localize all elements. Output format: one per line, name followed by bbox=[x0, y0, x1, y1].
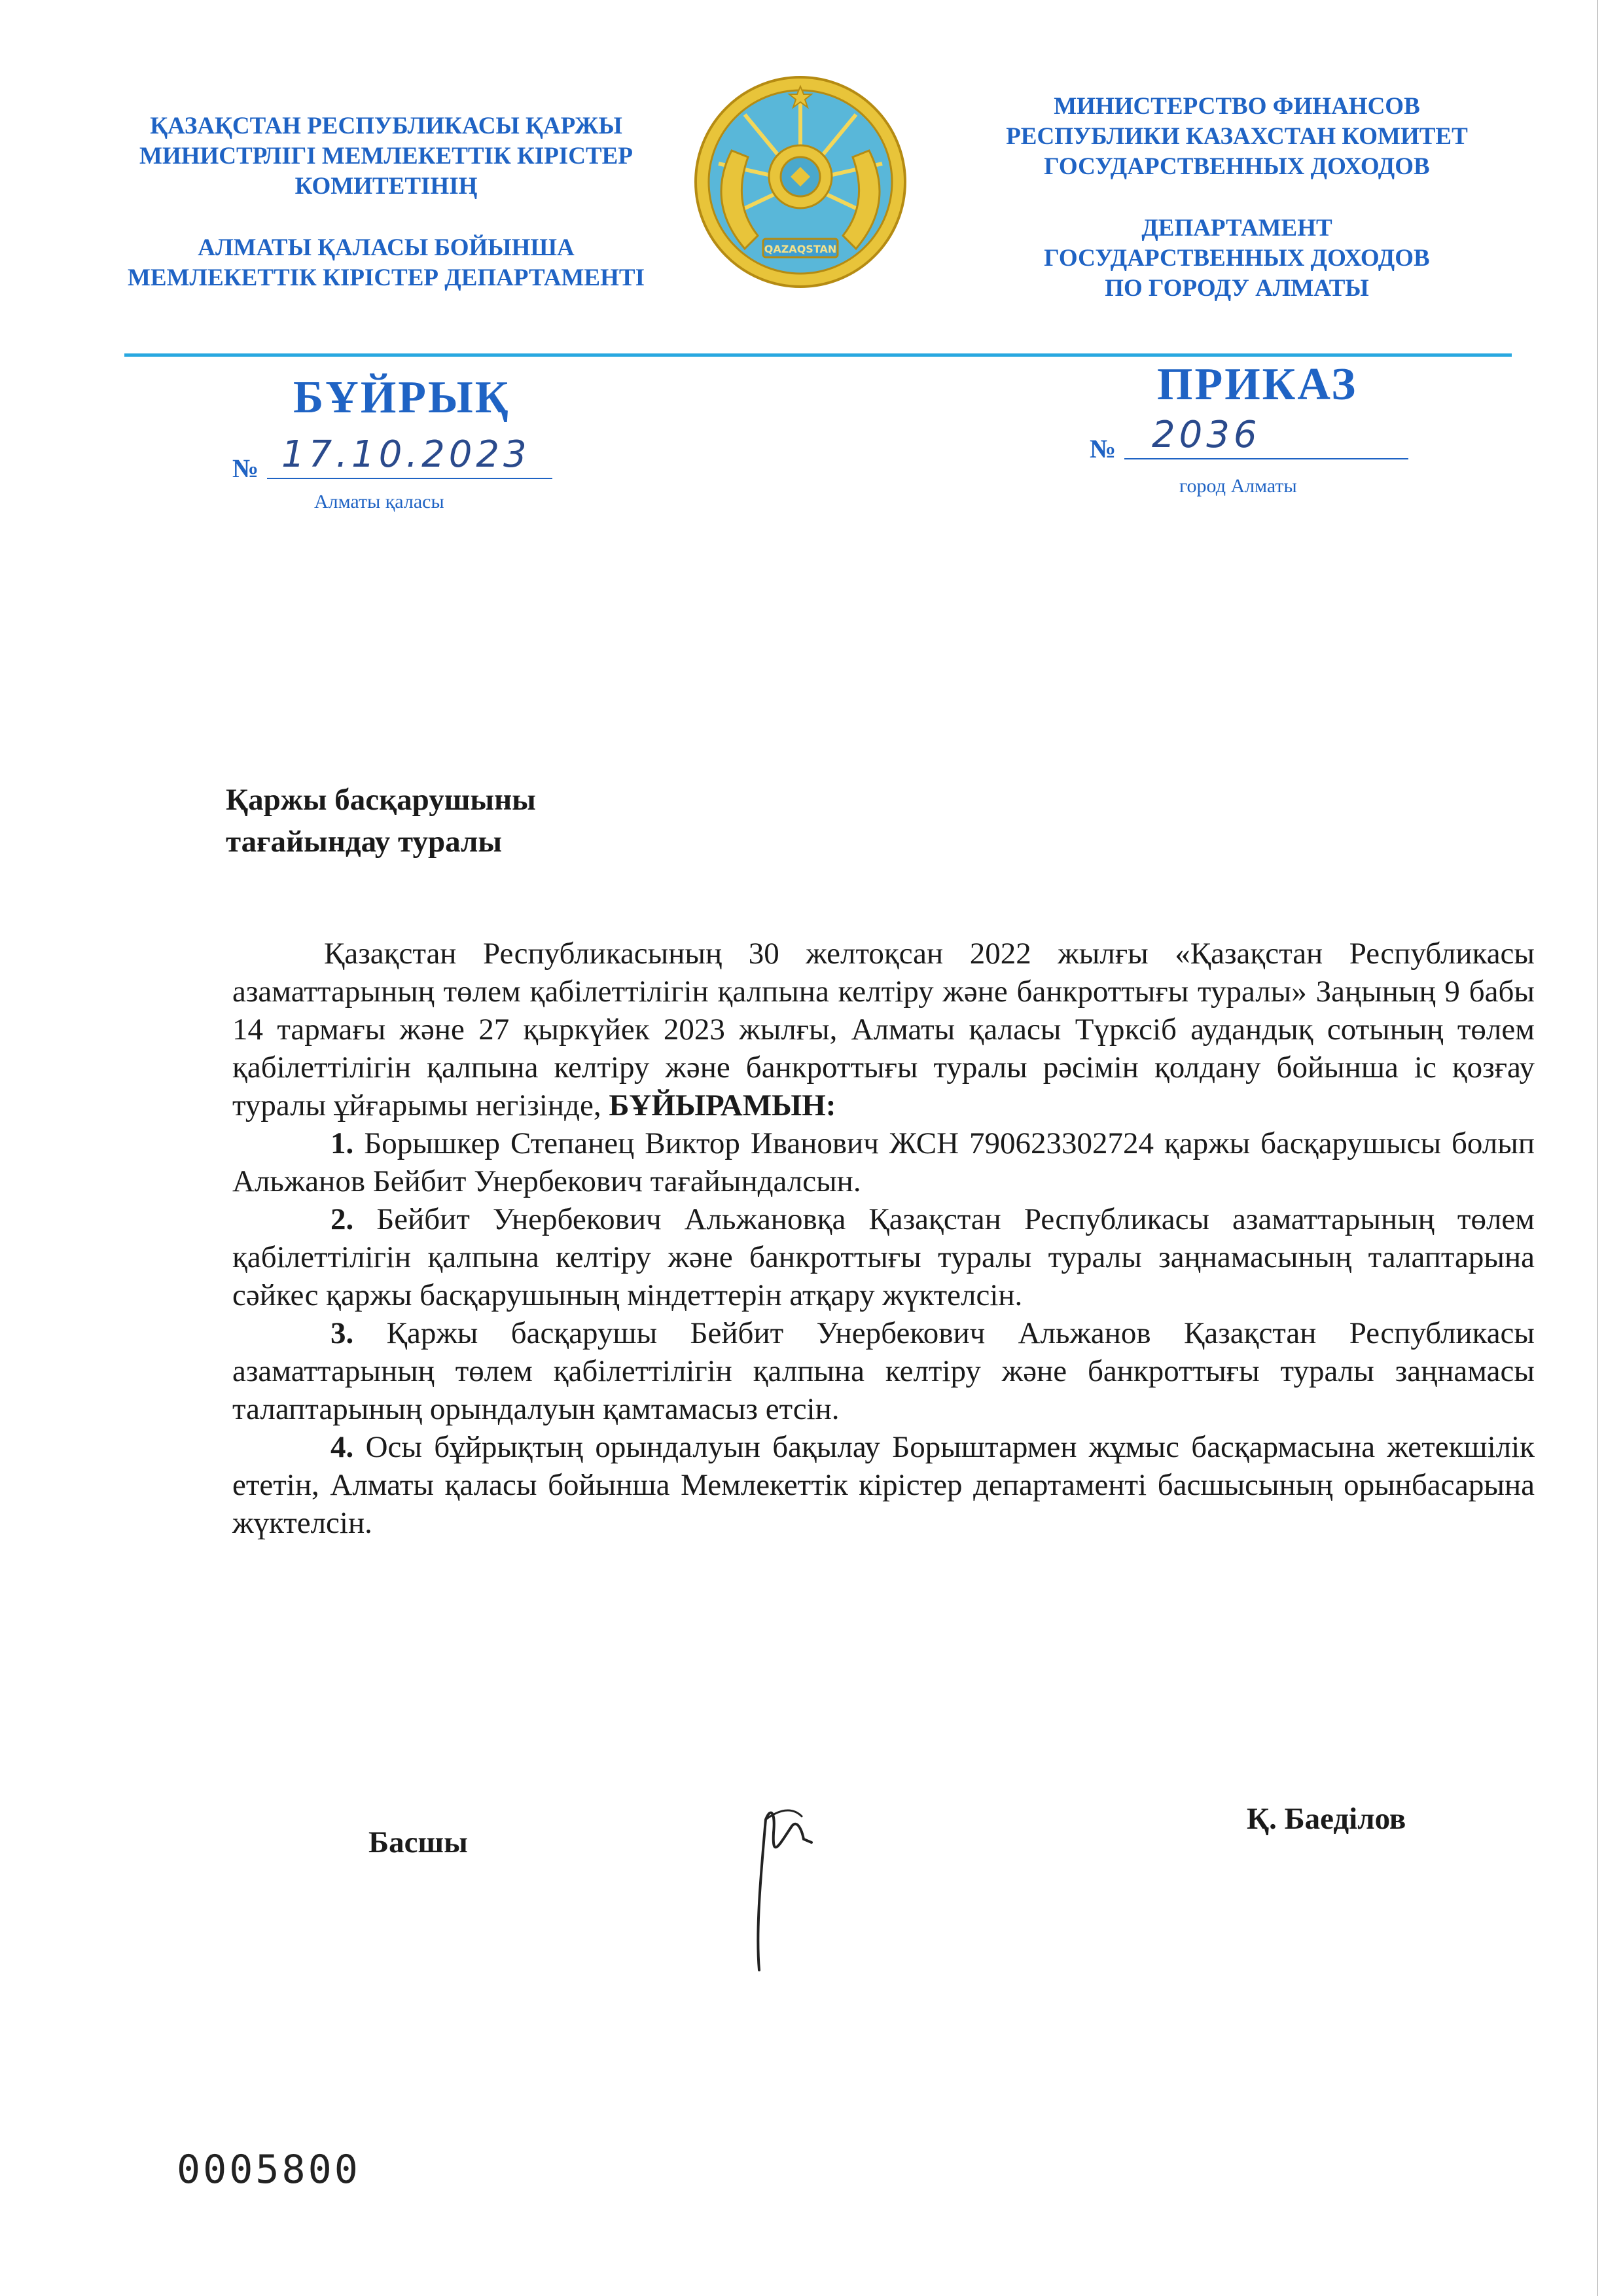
number-sign-kz: № bbox=[232, 454, 259, 483]
order-item bbox=[232, 1200, 1535, 1314]
header-left-line: МЕМЛЕКЕТТІК КІРІСТЕР ДЕПАРТАМЕНТІ bbox=[128, 264, 645, 291]
order-subject bbox=[226, 779, 536, 863]
header-right-line: ПО ГОРОДУ АЛМАТЫ bbox=[1105, 275, 1369, 302]
order-number-handwritten: 2036 bbox=[1152, 414, 1261, 456]
order-item bbox=[232, 1428, 1535, 1542]
header-right-ru bbox=[969, 92, 1505, 304]
order-item bbox=[232, 1314, 1535, 1428]
preamble-paragraph bbox=[232, 935, 1535, 1124]
item-number: 4. bbox=[330, 1430, 354, 1464]
header-divider bbox=[124, 353, 1512, 357]
header-left-line: КОМИТЕТІНІҢ bbox=[294, 173, 478, 200]
item-text: Қаржы басқарушы Бейбит Унербекович Альжанов Қазақстан Республикасы азаматтарының төлем қабілеттілігін қалпына келтіру және банкроттығы туралы заңнамасы талаптарының орындалуын қамтамасыз етсін. bbox=[232, 1316, 1535, 1426]
item-number: 2. bbox=[330, 1202, 354, 1236]
header-right-line: ГОСУДАРСТВЕННЫХ ДОХОДОВ bbox=[1044, 153, 1430, 180]
order-title-ru: ПРИКАЗ bbox=[1157, 359, 1358, 410]
number-sign-ru: № bbox=[1090, 434, 1116, 463]
signatory-name: Қ. Баеділов bbox=[1247, 1802, 1406, 1836]
number-line-kz bbox=[267, 478, 552, 479]
subject-line: Қаржы басқарушыны bbox=[226, 783, 536, 817]
item-number: 3. bbox=[330, 1316, 354, 1350]
order-item bbox=[232, 1124, 1535, 1200]
city-ru: город Алматы bbox=[1179, 475, 1297, 497]
header-left-line: АЛМАТЫ ҚАЛАСЫ БОЙЫНША bbox=[198, 234, 575, 261]
number-line-ru bbox=[1124, 458, 1408, 459]
order-body bbox=[232, 935, 1535, 1542]
header-right-line: РЕСПУБЛИКИ КАЗАХСТАН КОМИТЕТ bbox=[1006, 123, 1468, 150]
emblem-text: QAZAQSTAN bbox=[764, 243, 837, 255]
order-date-handwritten: 17.10.2023 bbox=[281, 433, 531, 476]
header-left-line: МИНИСТРЛІГІ МЕМЛЕКЕТТІК КІРІСТЕР bbox=[139, 143, 633, 170]
header-left-line: ҚАЗАҚСТАН РЕСПУБЛИКАСЫ ҚАРЖЫ bbox=[150, 113, 622, 139]
item-number: 1. bbox=[330, 1126, 354, 1160]
header-right-line: ДЕПАРТАМЕНТ bbox=[1141, 215, 1332, 242]
header-left-kz bbox=[105, 111, 668, 293]
registration-number: 0005800 bbox=[177, 2147, 361, 2193]
handwritten-signature bbox=[720, 1780, 851, 1977]
city-kz: Алматы қаласы bbox=[314, 491, 444, 512]
header-right-line: МИНИСТЕРСТВО ФИНАНСОВ bbox=[1054, 93, 1420, 120]
page-edge-line bbox=[1597, 0, 1598, 2296]
item-text: Бейбит Унербекович Альжановқа Қазақстан Республикасы азаматтарының төлем қабілеттілігін қалпына келтіру және банкроттығы туралы туралы заңнамасының талаптарына сәйкес қаржы басқарушының міндеттерін атқару жүктелсін. bbox=[232, 1202, 1535, 1312]
state-emblem-icon bbox=[692, 72, 908, 291]
item-text: Осы бұйрықтың орындалуын бақылау Борыштармен жұмыс басқармасына жетекшілік ететін, Алматы қаласы бойынша Мемлекеттік кірістер департаменті басшысының орынбасарына жүктелсін. bbox=[232, 1430, 1535, 1540]
header-right-line: ГОСУДАРСТВЕННЫХ ДОХОДОВ bbox=[1044, 245, 1430, 272]
signatory-title: Басшы bbox=[368, 1825, 468, 1859]
item-text: Борышкер Степанец Виктор Иванович ЖСН 790623302724 қаржы басқарушысы болып Альжанов Бейбит Унербекович тағайындалсын. bbox=[232, 1126, 1535, 1198]
order-title-kz: БҰЙРЫҚ bbox=[293, 372, 510, 423]
decree-word: БҰЙЫРАМЫН: bbox=[609, 1088, 836, 1122]
subject-line: тағайындау туралы bbox=[226, 825, 503, 859]
preamble-text: Қазақстан Республикасының 30 желтоқсан 2022 жылғы «Қазақстан Республикасы азаматтарының төлем қабілеттілігін қалпына келтіру және банкроттығы туралы» Заңының 9 бабы 14 тармағы және 27 қыркүйек 2023 жылғы, Алматы қаласы Түрксіб аудандық сотының төлем қабілеттілігін қалпына келтіру және банкроттығы туралы рәсімін қолдану бойынша іс қозғау туралы ұйғарымы негізінде, bbox=[232, 937, 1535, 1122]
